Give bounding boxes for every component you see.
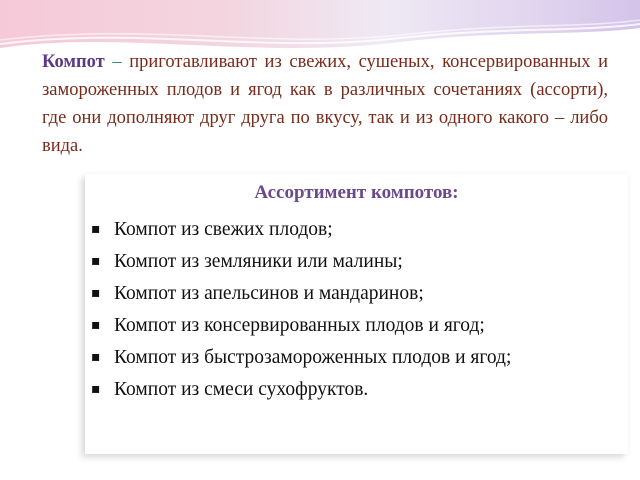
intro-text: приготавливают из свежих, сушеных, консервированных и замороженных плодов и ягод как в различных сочетаниях (ассорти), где они дополняют друг друга по вкусу, так и из одного какого – либо вида. <box>42 52 609 156</box>
assortment-title: Ассортимент компотов: <box>254 182 459 203</box>
intro-paragraph <box>42 48 608 160</box>
square-bullet-icon: ▪ <box>91 221 101 237</box>
list-item <box>85 377 605 402</box>
list-item-text: Компот из быстрозамороженных плодов и ягод; <box>114 347 512 368</box>
list-item <box>85 217 605 242</box>
term-dash: – <box>112 52 122 72</box>
list-item <box>85 249 605 274</box>
list-item-text: Компот из смеси сухофруктов. <box>114 379 369 400</box>
square-bullet-icon: ▪ <box>91 381 101 397</box>
square-bullet-icon: ▪ <box>91 285 101 301</box>
list-item <box>85 345 605 370</box>
square-bullet-icon: ▪ <box>91 349 101 365</box>
term-kompot: Компот <box>42 52 105 72</box>
list-item-text: Компот из апельсинов и мандаринов; <box>114 283 424 304</box>
list-item <box>85 313 605 338</box>
square-bullet-icon: ▪ <box>91 317 101 333</box>
assortment-list <box>85 217 605 409</box>
list-item <box>85 281 605 306</box>
list-item-text: Компот из консервированных плодов и ягод; <box>114 315 485 336</box>
list-item-text: Компот из земляники или малины; <box>114 251 403 272</box>
list-item-text: Компот из свежих плодов; <box>114 219 333 240</box>
assortment-box <box>85 174 628 454</box>
square-bullet-icon: ▪ <box>91 253 101 269</box>
